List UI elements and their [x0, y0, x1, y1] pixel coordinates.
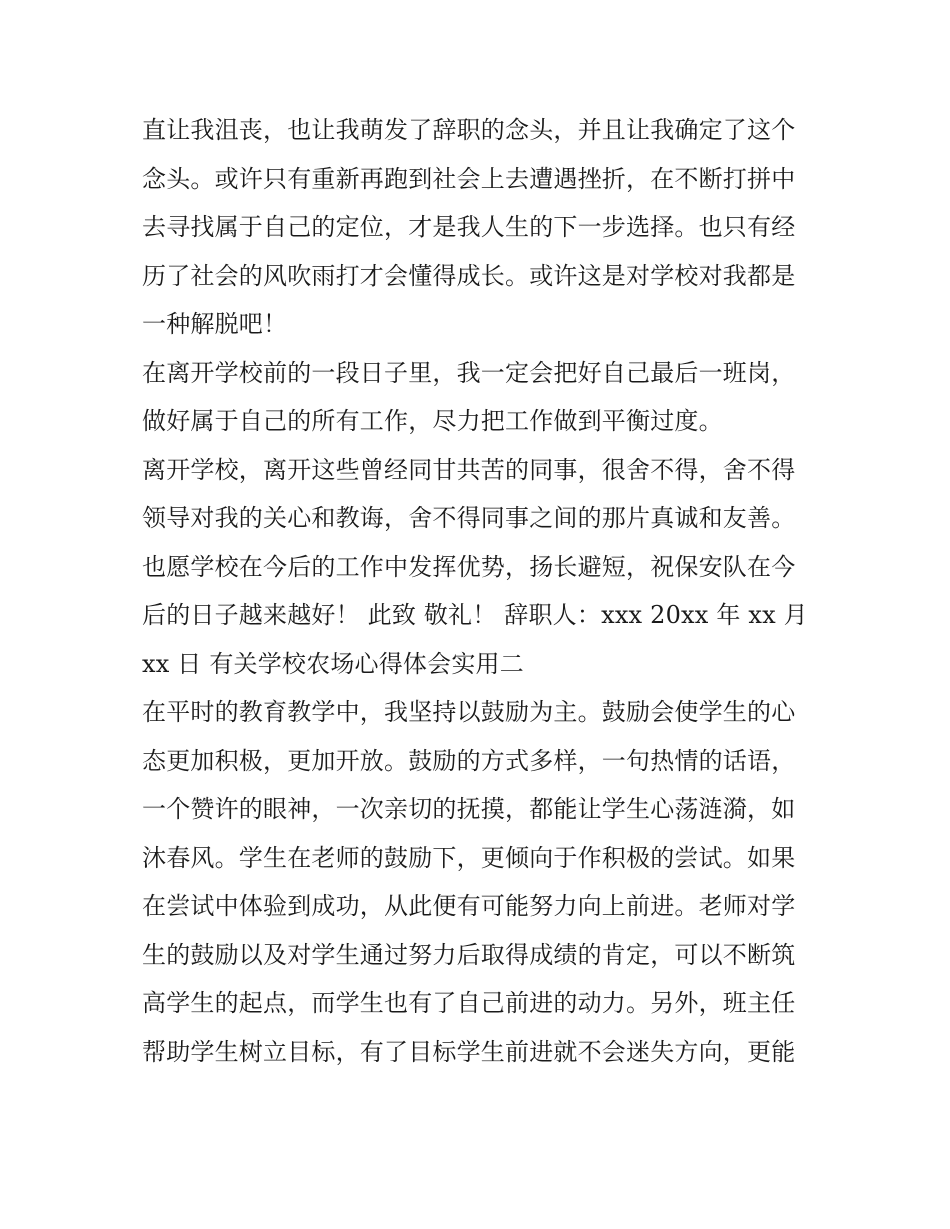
text-line: 做好属于自己的所有工作，尽力把工作做到平衡过度。	[142, 407, 723, 435]
text-line: 离开学校，离开这些曾经同甘共苦的同事，很舍不得，舍不得	[142, 455, 796, 484]
text-line: 高学生的起点，而学生也有了自己前进的动力。另外，班主任	[142, 989, 796, 1017]
text-line: 一种解脱吧！	[142, 310, 288, 338]
text-line: 态更加积极，更加开放。鼓励的方式多样，一句热情的话语，	[142, 746, 796, 775]
text-line: 沐春风。学生在老师的鼓励下，更倾向于作积极的尝试。如果	[142, 843, 796, 872]
text-line: 在离开学校前的一段日子里，我一定会把好自己最后一班岗，	[142, 358, 796, 387]
text-line: 念头。或许只有重新再跑到社会上去遭遇挫折，在不断打拼中	[142, 164, 796, 193]
text-line: 在尝试中体验到成功，从此便有可能努力向上前进。老师对学	[142, 892, 796, 920]
text-line: 生的鼓励以及对学生通过努力后取得成绩的肯定，可以不断筑	[142, 940, 796, 969]
text-line: 后的日子越来越好！ 此致 敬礼！ 辞职人：xxx 20xx 年 xx 月	[142, 601, 808, 629]
text-line: 历了社会的风吹雨打才会懂得成长。或许这是对学校对我都是	[142, 261, 796, 290]
text-line: 也愿学校在今后的工作中发挥优势，扬长避短，祝保安队在今	[142, 552, 796, 581]
text-line: 领导对我的关心和教诲，舍不得同事之间的那片真诚和友善。	[142, 504, 796, 532]
text-line: 直让我沮丧，也让我萌发了辞职的念头，并且让我确定了这个	[142, 116, 796, 144]
document-body	[142, 106, 822, 1076]
text-line: 一个赞许的眼神，一次亲切的抚摸，都能让学生心荡涟漪，如	[142, 795, 796, 823]
text-line: 在平时的教育教学中，我坚持以鼓励为主。鼓励会使学生的心	[142, 698, 796, 726]
text-line: xx 日 有关学校农场心得体会实用二	[142, 649, 524, 678]
text-line: 帮助学生树立目标，有了目标学生前进就不会迷失方向，更能	[142, 1037, 796, 1066]
text-line: 去寻找属于自己的定位，才是我人生的下一步选择。也只有经	[142, 213, 796, 241]
